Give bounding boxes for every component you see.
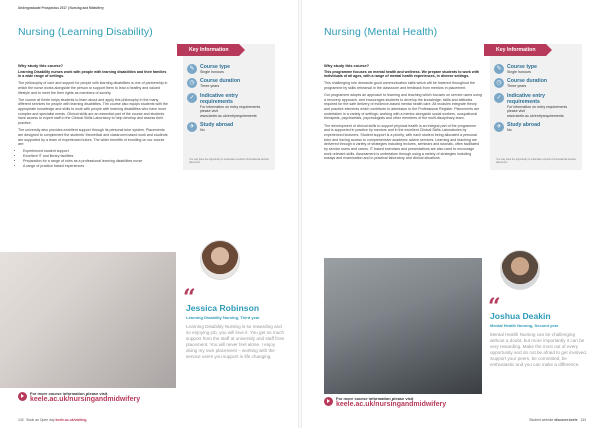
student-name: Jessica Robinson bbox=[186, 303, 260, 313]
info-row-study-abroad: ✈ Study abroad No bbox=[187, 122, 271, 132]
student-website-link[interactable]: discover.keele bbox=[554, 418, 578, 422]
student-quote: Mental Health Nursing can be challenging without a doubt, but more importantly it can be very rewarding. Make the most out of every opportunity and do not be afraid to get involved. Support your peers, be committed, be enthusiastic and you can make a difference. bbox=[490, 331, 588, 367]
key-information-box bbox=[490, 44, 582, 170]
list-item: • Preparation for a range of roles as a professional learning disabilities nurse bbox=[23, 159, 170, 164]
entry-requirements-icon: ✓ bbox=[494, 93, 504, 103]
student-avatar bbox=[200, 240, 240, 280]
page-title: Nursing (Mental Health) bbox=[324, 26, 438, 38]
course-info-cta[interactable]: For more course information please visit keele.ac.uk/nursingandmidwifery bbox=[324, 396, 524, 409]
list-item: • Excellent IT and library facilities bbox=[23, 154, 170, 159]
course-type-icon: ✎ bbox=[494, 64, 504, 74]
info-row-study-abroad: ✈ Study abroad No bbox=[494, 122, 578, 132]
info-row-course-duration: ◷ Course duration Three years bbox=[187, 78, 271, 88]
key-information-box bbox=[183, 44, 275, 170]
lead-paragraph: Learning Disability nurses work with people with learning disabilities and their families in a wide range of settings. bbox=[18, 69, 167, 79]
course-info-cta[interactable]: For more course information please visit keele.ac.uk/nursingandmidwifery bbox=[18, 391, 218, 404]
student-profile bbox=[186, 304, 286, 360]
course-info-link[interactable]: keele.ac.uk/nursingandmidwifery bbox=[30, 396, 141, 403]
info-row-course-type: ✎ Course type Single honours bbox=[494, 64, 578, 74]
info-row-course-type: ✎ Course type Single honours bbox=[187, 64, 271, 74]
right-page bbox=[300, 0, 600, 428]
page-number: 132 bbox=[18, 418, 24, 422]
page-number: 133 bbox=[580, 418, 586, 422]
why-heading: Why study this course? bbox=[324, 63, 370, 68]
key-information-heading: Key Information bbox=[484, 44, 546, 56]
body-text bbox=[18, 64, 170, 168]
arrow-right-icon bbox=[18, 392, 27, 401]
student-quote: Learning Disability Nursing is so rewarding and so enjoying job, you will love it. You get so much support from the staff at university and staff from placement. You will never feel alone. I enjoy doing my own placement – working with the service users you support in life changing. bbox=[186, 323, 285, 359]
visiting-link[interactable]: keele.ac.uk/visiting bbox=[55, 418, 87, 422]
course-duration-icon: ◷ bbox=[494, 78, 504, 88]
student-role: Mental Health Nursing, Second year bbox=[490, 322, 559, 328]
running-head: Undergraduate Prospectus 2017 | Nursing and Midwifery bbox=[18, 6, 104, 10]
key-information-heading: Key Information bbox=[177, 44, 239, 56]
arrow-right-icon bbox=[324, 397, 333, 406]
list-item: • A range of practice based experiences bbox=[23, 164, 170, 169]
why-heading: Why study this course? bbox=[18, 63, 64, 68]
body-paragraph: This challenging role demands good communication skills which will be fostered throughout the programme by skills rehearsal in the classroom and feedback from mentors in placement. bbox=[324, 81, 476, 90]
study-abroad-icon: ✈ bbox=[494, 122, 504, 132]
student-role: Learning Disability Nursing, Third year bbox=[186, 314, 260, 320]
body-paragraph: The course at Keele helps students to learn about and apply this philosophy in the many different services for people with learning disabilities. The course also equips students with the appropriate knowledge and skills to work with people with learning disabilities who have more complex and specialist needs. Clinical skills are an essential part of the course and students have access to expert staff in the Clinical Skills Laboratory to help develop and assess their practice. bbox=[18, 97, 168, 126]
info-footnote: You may have the opportunity to undertake a period of international elective placement. bbox=[496, 158, 576, 164]
study-abroad-icon: ✈ bbox=[187, 122, 197, 132]
list-item: • Experienced student support bbox=[23, 149, 170, 154]
quote-mark-icon: “ bbox=[488, 294, 501, 320]
body-paragraph: The university also provides excellent support through its personal tutor system. Placements are designed to complement the students' theoretical and classroom based work and students are supported by a team of experienced tutors. The wider benefits of enrolling on our course are: bbox=[18, 128, 168, 147]
page-footer: Student website discover.keele 133 bbox=[529, 418, 586, 422]
entry-requirements-icon: ✓ bbox=[187, 93, 197, 103]
student-nurse-reading-photo bbox=[324, 258, 482, 394]
body-text bbox=[324, 64, 482, 164]
info-row-course-duration: ◷ Course duration Three years bbox=[494, 78, 578, 88]
info-row-entry-requirements[interactable]: ✓ Indicative entry requirements For information on entry requirements please visit www.keele.ac.uk/entryrequirements bbox=[187, 93, 271, 118]
page-title: Nursing (Learning Disability) bbox=[18, 26, 153, 38]
lead-paragraph: This programme focuses on mental health and wellness. We prepare students to work with individuals of all ages, with a range of mental health experiences, in diverse settings. bbox=[324, 69, 480, 79]
course-info-link[interactable]: keele.ac.uk/nursingandmidwifery bbox=[336, 401, 447, 408]
page-footer: 132 Book an Open day keele.ac.uk/visiting bbox=[18, 418, 87, 422]
info-footnote: You may have the opportunity to undertake a period of international elective placement. bbox=[189, 158, 269, 164]
benefits-list bbox=[23, 149, 170, 168]
body-paragraph: The philosophy of care and support for people with learning disabilities is one of partnership in which the nurse works alongside the person to support them to lead a healthy and valued lifestyle and to meet the their rights as members of society. bbox=[18, 81, 168, 95]
course-type-icon: ✎ bbox=[187, 64, 197, 74]
info-row-entry-requirements[interactable]: ✓ Indicative entry requirements For information on entry requirements please visit www.keele.ac.uk/entryrequirements bbox=[494, 93, 578, 118]
body-paragraph: Our programme adopts an approach to learning and teaching which focuses on service users using a recovery approach, and encourages students to develop the knowledge, skills and attitudes required for the safe delivery of evidence-based mental health care. All modules integrate theory and practice elements which contribute to admission to the Professional Register. Placements are undertaken in a variety of settings, working with a mentor alongside social workers, occupational therapists, psychiatrists, psychologists and other members of the multi-disciplinary team. bbox=[324, 92, 482, 121]
student-name: Joshua Deakin bbox=[490, 311, 551, 321]
course-duration-icon: ◷ bbox=[187, 78, 197, 88]
student-avatar bbox=[500, 250, 540, 290]
page-spine bbox=[298, 0, 302, 428]
student-nurse-photo bbox=[0, 252, 176, 388]
quote-mark-icon: “ bbox=[183, 285, 196, 311]
student-profile bbox=[490, 312, 590, 368]
body-paragraph: The development of clinical skills to support physical health is an integral part of the programme and is supported in practice by mentors and in the excellent Clinical Skills Laboratories by experienced lecturers. Student support is a priority, with each student being allocated a personal tutor and having access to comprehensive academic advice services. Learning and teaching are delivered through a variety of strategies including lectures, seminars and tutorials, often facilitated by service users and carers. IT based exercises and presentations are also used to encourage work relevant skills. Assessment is undertaken through using a variety of strategies including essays and examination and in practical laboratory and clinical situations. bbox=[324, 123, 480, 161]
